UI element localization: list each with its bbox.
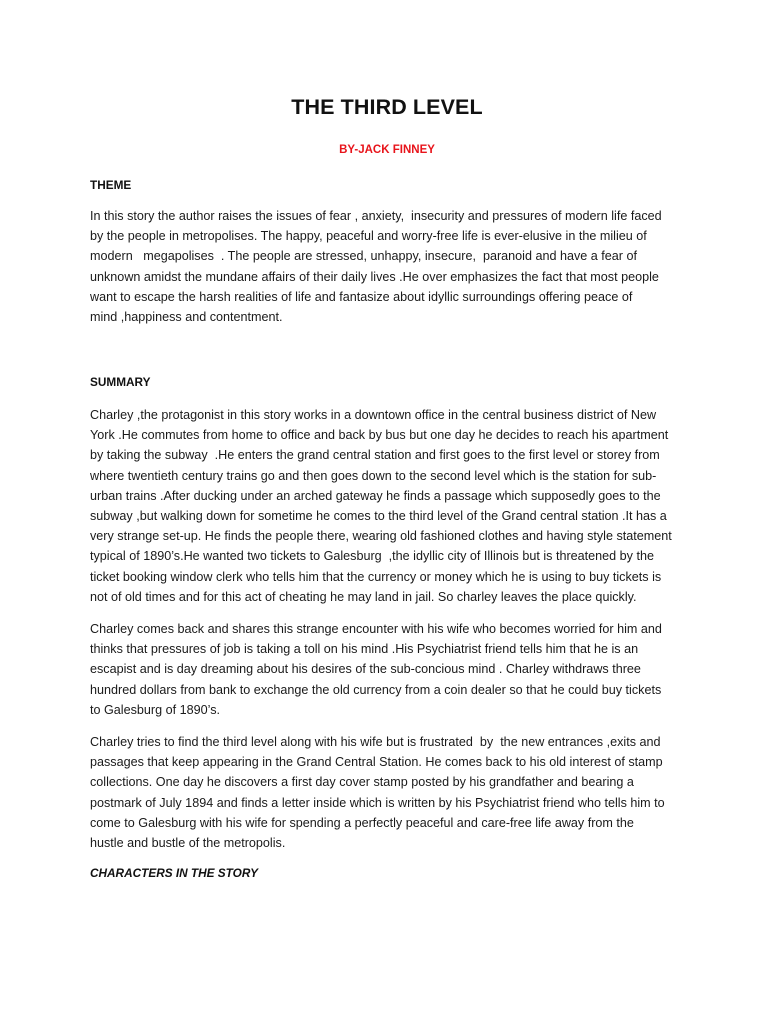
paragraph-line: modern megapolises . The people are stressed, unhappy, insecure, paranoid and have a fear of xyxy=(90,249,638,264)
document-author: BY-JACK FINNEY xyxy=(339,144,435,156)
paragraph-line: typical of 1890’s.He wanted two tickets to Galesburg ,the idyllic city of Illinois but is threatened by the xyxy=(90,549,654,564)
paragraph-line: mind ,happiness and contentment. xyxy=(90,310,283,325)
paragraph-line: hundred dollars from bank to exchange the old currency from a coin dealer so that he could buy tickets xyxy=(90,682,662,697)
paragraph-line: thinks that pressures of job is taking a toll on his mind .His Psychiatrist friend tells him that he is an xyxy=(90,642,639,657)
paragraph-line: by the people in metropolises. The happy, peaceful and worry-free life is ever-elusive in the milieu of xyxy=(90,229,647,244)
paragraph-line: Charley comes back and shares this strange encounter with his wife who becomes worried for him and xyxy=(90,622,662,636)
document-title: THE THIRD LEVEL xyxy=(291,95,483,119)
paragraph-line: Charley tries to find the third level along with his wife but is frustrated by the new entrances ,exits and xyxy=(90,735,661,749)
paragraph-line: come to Galesburg with his wife for spending a perfectly peaceful and care-free life away from the xyxy=(90,815,634,830)
paragraph-line: postmark of July 1894 and finds a letter inside which is written by his Psychiatrist friend who tells him to xyxy=(90,795,665,810)
paragraph-line: subway ,but walking down for sometime he comes to the third level of the Grand central station .It has a xyxy=(90,509,667,524)
summary-paragraph-1 xyxy=(90,405,684,607)
paragraph-line: In this story the author raises the issues of fear , anxiety, insecurity and pressures of modern life faced xyxy=(90,209,662,223)
theme-heading: THEME xyxy=(90,178,132,192)
document-page xyxy=(90,0,684,1024)
paragraph-line: hustle and bustle of the metropolis. xyxy=(90,836,286,851)
paragraph-line: unknown amidst the mundane affairs of their daily lives .He over emphasizes the fact that most people xyxy=(90,269,659,284)
paragraph-line: where twentieth century trains go and then goes down to the second level which is the station for sub- xyxy=(90,468,657,483)
paragraph-line: urban trains .After ducking under an arched gateway he finds a passage which supposedly goes to the xyxy=(90,488,661,503)
paragraph-line: passages that keep appearing in the Grand Central Station. He comes back to his old interest of stamp xyxy=(90,755,663,770)
paragraph-line: escapist and is day dreaming about his desires of the sub-concious mind . Charley withdraws three xyxy=(90,662,641,677)
summary-paragraph-3 xyxy=(90,732,684,853)
characters-heading: CHARACTERS IN THE STORY xyxy=(90,866,259,880)
summary-heading: SUMMARY xyxy=(90,375,151,389)
paragraph-line: by taking the subway .He enters the grand central station and first goes to the first level or storey from xyxy=(90,448,660,463)
paragraph-line: want to escape the harsh realities of life and fantasize about idyllic surroundings offering peace of xyxy=(90,289,633,304)
paragraph-line: York .He commutes from home to office and back by bus but one day he decides to reach his apartment xyxy=(90,428,669,443)
summary-paragraph-2 xyxy=(90,619,684,720)
paragraph-line: Charley ,the protagonist in this story works in a downtown office in the central business district of New xyxy=(90,408,657,422)
paragraph-line: ticket booking window clerk who tells him that the currency or money which he is using to buy tickets is xyxy=(90,569,662,584)
paragraph-line: collections. One day he discovers a first day cover stamp posted by his grandfather and bearing a xyxy=(90,775,634,790)
theme-paragraph xyxy=(90,206,684,327)
paragraph-line: very strange set-up. He finds the people there, wearing old fashioned clothes and having style statement xyxy=(90,529,672,544)
paragraph-line: to Galesburg of 1890’s. xyxy=(90,702,220,717)
paragraph-line: not of old times and for this act of cheating he may land in jail. So charley leaves the place quickly. xyxy=(90,589,637,604)
